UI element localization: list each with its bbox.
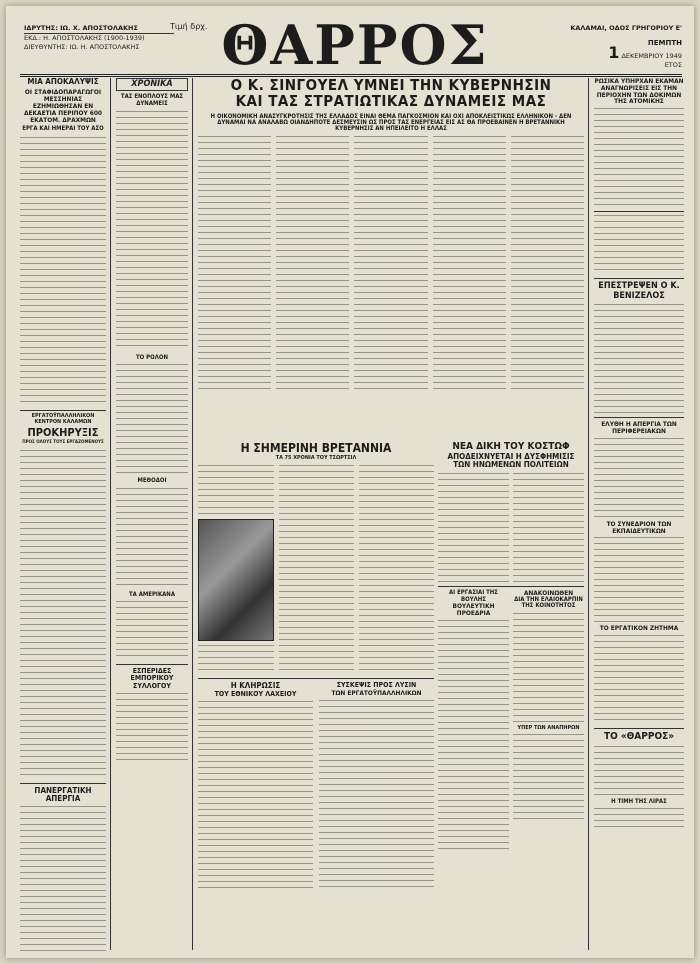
col2-subtitle: ΤΑΣ ΕΝΟΠΛΟΥΣ ΜΑΣ ΔΥΝΑΜΕΙΣ	[120, 93, 184, 107]
publisher-line: ΕΚΔ.: Η. ΑΠΟΣΤΟΛΑΚΗΣ (1900-1939)	[24, 34, 145, 42]
col2-text-d	[116, 601, 188, 661]
lead-text-columns	[198, 136, 584, 391]
lottery-headline-2: ΤΟΥ ΕΘΝΙΚΟΥ ΛΑΧΕΙΟΥ	[214, 689, 297, 698]
newspaper-title: ΘΑΡΡΟΣ	[221, 13, 489, 77]
col2-text-a	[116, 111, 188, 351]
column-rule	[588, 78, 589, 950]
kostof-headline-1: ΝΕΑ ΔΙΚΗ ΤΟΥ ΚΟΣΤΩΦ	[452, 441, 570, 452]
col1-org-title: ΕΡΓΑΤΟΫΠΑΛΛΗΛΙΚΟΝ ΚΕΝΤΡΟΝ ΚΑΛΑΜΩΝ	[31, 412, 95, 425]
col7-venizelos-headline: ΕΠΕΣΤΡΕΨΕΝ Ο Κ. ΒΕΝΙΖΕΛΟΣ	[598, 281, 680, 301]
col2-evenings-title: ΕΣΠΕΡΙΔΕΣ ΕΜΠΟΡΙΚΟΥ ΣΥΛΛΟΓΟΥ	[130, 666, 174, 690]
masthead-left	[24, 24, 174, 52]
oil-headline-1: ΑΝΑΚΟΙΝΩΘΕΝ	[523, 589, 574, 598]
founder-line: ΙΔΡΥΤΗΣ: ΙΩ. Χ. ΑΠΟΣΤΟΛΑΚΗΣ	[24, 24, 174, 34]
disabled-headline: ΥΠΕΡ ΤΩΝ ΑΝΑΠΗΡΩΝ	[517, 724, 580, 731]
masthead	[20, 13, 682, 77]
col2-text-b	[116, 364, 188, 474]
col2-methods-title: ΜΕΘΟΔΟΙ	[137, 477, 167, 485]
parliament-headline-1: ΑΙ ΕΡΓΑΣΙΑΙ ΤΗΣ ΒΟΥΛΗΣ	[449, 589, 498, 603]
oil-headline-2: ΔΙΑ ΤΗΝ ΕΛΑΙΟΚΑΡΠΙΝ	[514, 596, 583, 604]
col2-text-c	[116, 488, 188, 588]
date-month: ΔΕΚΕΜΒΡΙΟΥ 1949	[621, 52, 682, 60]
col1-strike-headline: ΠΑΝΕΡΓΑΤΙΚΗ ΑΠΕΡΓΙΑ	[34, 785, 92, 803]
kostof-headline-2: ΑΠΟΔΕΙΧΝΥΕΤΑΙ Η ΔΥΣΦΗΜΙΣΙΣ	[447, 451, 575, 461]
year-label: ΕΤΟΣ	[664, 61, 682, 69]
column-2	[116, 78, 188, 763]
masthead-right	[527, 24, 682, 70]
column-rule	[192, 78, 193, 950]
col2-role-title: ΤΟ ΡΟΛΟΝ	[136, 354, 168, 362]
col1-article-text	[20, 137, 106, 407]
col2-text-e	[116, 693, 188, 763]
lead-headline-2: ΚΑΙ ΤΑΣ ΣΤΡΑΤΙΩΤΙΚΑΣ ΔΥΝΑΜΕΙΣ ΜΑΣ	[235, 91, 547, 110]
price-label: Τιμή δρχ.	[170, 22, 208, 31]
col7-labor-headline: ΤΟ ΕΡΓΑΤΙΚΟΝ ΖΗΤΗΜΑ	[599, 624, 679, 633]
lottery-results	[198, 701, 313, 891]
kostof-headline-3: ΤΩΝ ΗΝΩΜΕΝΩΝ ΠΟΛΙΤΕΙΩΝ	[453, 459, 569, 469]
col1-subheadline: ΟΙ ΣΤΑΦΙΔΟΠΑΡΑΓΩΓΟΙ ΜΕΣΣΗΝΙΑΣ ΕΖΗΜΙΩΘΗΣΑΝ ΕΝ ΔΕΚΑΕΤΙΑ ΠΕΡΙΠΟΥ 600 ΕΚΑΤΟΜ. ΔΡΑΧΜΩΝ	[24, 88, 102, 124]
lead-headline-1: Ο Κ. ΣΙΝΓΟΥΕΛ ΥΜΝΕΙ ΤΗΝ ΚΥΒΕΡΝΗΣΙΝ	[230, 76, 552, 94]
col7-congress-headline: ΤΟ ΣΥΝΕΔΡΙΟΝ ΤΩΝ ΕΚΠΑΙΔΕΥΤΙΚΩΝ	[606, 519, 672, 535]
newspaper-page	[6, 6, 694, 958]
column-rule	[110, 78, 111, 950]
meeting-headline-2: ΤΩΝ ΕΡΓΑΤΟΫΠΑΛΛΗΛΙΚΩΝ	[331, 688, 422, 697]
lead-subhead: Η ΟΙΚΟΝΟΜΙΚΗ ΑΝΑΣΥΓΚΡΟΤΗΣΙΣ ΤΗΣ ΕΛΛΑΔΟΣ ΕΙΝΑΙ ΘΕΜΑ ΠΑΓΚΟΣΜΙΟΝ ΚΑΙ ΟΧΙ ΑΠΟΚΛΕΙΣΤΙΚΩΣ ΕΛΛΗΝΙΚΟΝ - ΔΕΝ ΔΥΝΑΜΑΙ ΝΑ ΑΝΑΛΑΒΩ ΟΙΑΝΔΗΠΟΤΕ ΔΕΣΜΕΥΣΙΝ ΩΣ ΠΡΟΣ ΤΑΣ ΕΝΕΡΓΕΙΑΣ ΕΙΣ ΑΣ ΘΑ ΠΡΟΕΒΑΙΝΕΝ Η ΒΡΕΤΑΝΝΙΚΗ ΚΥΒΕΡΝΗΣΙΣ ΑΝ ΗΠΕΙΛΕΙΤΟ Η ΕΛΛΑΣ	[210, 112, 572, 133]
col2-chronicle-title: ΧΡΟΝΙΚΑ	[116, 78, 188, 91]
lottery-headline-1: Η ΚΛΗΡΩΣΙΣ	[230, 681, 281, 691]
britain-story	[198, 442, 434, 891]
col1-proclamation-sub: ΠΡΟΣ ΟΛΟΥΣ ΤΟΥΣ ΕΡΓΑΖΟΜΕΝΟΥΣ	[22, 439, 104, 445]
parliament-headline-2: ΒΟΥΛΕΥΤΙΚΗ ΠΡΟΕΔΡΙΑ	[452, 601, 495, 617]
col1-proclamation: ΠΡΟΚΗΡΥΞΙΣ	[27, 426, 99, 440]
oil-headline-3: ΤΗΣ ΚΟΙΝΟΤΗΤΟΣ	[521, 602, 576, 610]
col7-russian-headline: ΡΩΣΙΚΑ ΥΠΗΡΧΑΝ ΕΚΑΜΑΝ ΑΝΑΓΝΩΡΙΣΕΙΣ ΕΙΣ ΤΗΝ ΠΕΡΙΟΧΗΝ ΤΩΝ ΔΟΚΙΜΩΝ ΤΗΣ ΑΤΟΜΙΚΗΣ	[594, 77, 684, 106]
meeting-headline-1: ΣΥΣΚΕΨΙΣ ΠΡΟΣ ΛΥΣΙΝ	[336, 681, 417, 690]
col1-section-title: ΕΡΓΑ ΚΑΙ ΗΜΕΡΑΙ ΤΟΥ ΑΣΟ	[22, 125, 104, 133]
meeting-text	[319, 700, 434, 890]
kostof-story	[438, 442, 584, 850]
lead-story	[198, 78, 584, 391]
column-1	[20, 78, 106, 956]
britain-headline: Η ΣΗΜΕΡΙΝΗ ΒΡΕΤΑΝΝΙΑ	[240, 441, 392, 455]
address-line: ΚΑΛΑΜΑΙ, ΟΔΟΣ ΓΡΗΓΟΡΙΟΥ Ε'	[570, 24, 682, 32]
column-7	[594, 78, 684, 828]
col7-strike-headline: ΕΛΥΘΗ Η ΑΠΕΡΓΙΑ ΤΩΝ ΠΕΡΙΦΕΡΕΙΑΚΩΝ	[601, 420, 677, 435]
director-line: ΔΙΕΥΘΥΝΤΗΣ: ΙΩ. Η. ΑΠΟΣΤΟΛΑΚΗΣ	[24, 43, 140, 51]
britain-subheadline: ΤΑ 75 ΧΡΟΝΙΑ ΤΟΥ ΤΣΩΡΤΣΙΛ	[275, 454, 357, 461]
weekday: ΠΕΜΠΤΗ	[647, 39, 682, 47]
col1-headline: ΜΙΑ ΑΠΟΚΑΛΥΨΙΣ	[27, 77, 99, 86]
col1-strike-text	[20, 806, 106, 956]
churchill-photo	[198, 519, 274, 641]
col1-proclamation-text	[20, 450, 106, 780]
col7-lira-headline: Η ΤΙΜΗ ΤΗΣ ΛΙΡΑΣ	[611, 797, 667, 805]
col7-tharros-headline: ΤΟ «ΘΑΡΡΟΣ»	[603, 731, 675, 743]
col2-american-title: ΤΑ ΑΜΕΡΙΚΑΝΑ	[129, 590, 175, 598]
date-day: 1	[608, 43, 620, 62]
